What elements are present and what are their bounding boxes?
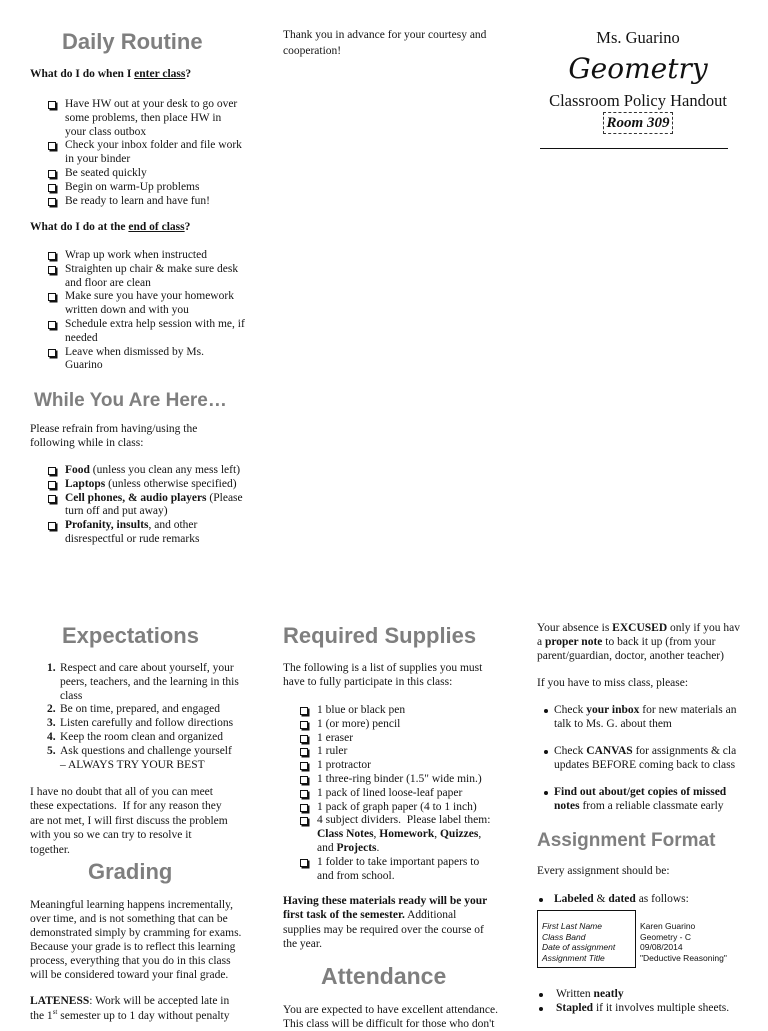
dividers-text: 4 subject dividers. Please label them:: [317, 814, 491, 827]
neatness-stapling-rules: [537, 988, 729, 1016]
checkbox-icon: [300, 790, 308, 798]
step-bold: Find out about/get copies of missed notes: [554, 785, 727, 812]
list-item-text: Respect and care about yourself, your peers, teachers, and the learning in this class: [60, 662, 239, 702]
list-item-text: 1 protractor: [317, 759, 371, 772]
list-item: [283, 856, 490, 884]
supplies-heading: Required Supplies: [283, 623, 477, 648]
step-bold: your inbox: [586, 704, 640, 716]
checkbox-icon: [48, 481, 56, 489]
template-fields: [542, 921, 615, 963]
bullet-icon: [539, 898, 543, 902]
list-item-text: 1 eraser: [317, 731, 354, 744]
handout-subtitle: Classroom Policy Handout: [549, 91, 727, 110]
supplies-intro: The following is a list of supplies you must have to fully participate in this class:: [283, 662, 483, 688]
divider-separator: ,: [434, 828, 440, 841]
bullet-icon: [539, 993, 543, 997]
thank-you-note: Thank you in advance for your courtesy and cooperation!: [283, 29, 487, 57]
expectations-closing: I have no doubt that all of you can meet these expectations. If for any reason they are not met, I will first discuss the problem with you so we can try to resolve it together.: [30, 786, 228, 856]
checkbox-icon: [48, 266, 56, 274]
rule-text: if it involves multiple sheets.: [593, 1001, 730, 1014]
rule-text: as follows:: [635, 893, 689, 905]
item-bold: Cell phones, & audio players: [65, 491, 207, 504]
checkbox-icon: [48, 101, 56, 109]
item-rest: , and other disrespectful or rude remarks: [65, 519, 200, 545]
divider-end: .: [376, 841, 380, 854]
list-item: [30, 249, 245, 263]
list-item: [30, 492, 243, 520]
list-item: [47, 745, 239, 773]
item-number: 1.: [47, 662, 56, 674]
heading-template-box: [537, 910, 636, 968]
checkbox-icon: [300, 762, 308, 770]
item-number: 3.: [47, 717, 56, 730]
list-item: [30, 464, 243, 478]
rule-bold: neatly: [593, 988, 624, 1000]
item-number: 2.: [47, 703, 56, 716]
list-item: [30, 478, 243, 492]
list-item-text: 1 blue or black pen: [317, 704, 406, 716]
list-item-text: Be ready to learn and have fun!: [65, 194, 210, 207]
question-underlined: end of class: [128, 221, 185, 233]
question-underlined: enter class: [134, 68, 186, 80]
divider-separator: , and: [317, 828, 482, 854]
absence-proper-note: proper note: [544, 635, 603, 648]
list-item: [283, 773, 490, 787]
list-item: [30, 290, 245, 318]
supplies-checklist: [283, 704, 490, 883]
end-class-checklist: [30, 249, 245, 373]
bullet-icon: [539, 1007, 543, 1011]
list-item: [30, 318, 245, 346]
list-item: [283, 759, 490, 773]
list-item: [30, 139, 242, 167]
list-item: [30, 98, 242, 139]
checkbox-icon: [48, 321, 56, 329]
checkbox-icon: [48, 522, 56, 530]
heading-example: [640, 921, 727, 963]
expectations-list: [47, 662, 239, 772]
list-item-text: 1 (or more) pencil: [317, 717, 401, 730]
example-value: Geometry - C: [640, 931, 692, 942]
item-number: 4.: [47, 730, 56, 743]
divider-label: Quizzes: [439, 828, 479, 841]
attendance-body: You are expected to have excellent attendance. This class will be difficult for those who don't: [283, 1004, 498, 1030]
divider-label: Class Notes: [317, 828, 374, 841]
expectations-heading: Expectations: [62, 623, 199, 648]
bullet-icon: [544, 709, 548, 713]
divider-separator: ,: [373, 828, 380, 841]
checkbox-icon: [48, 142, 56, 150]
list-item-text: 1 pack of graph paper (4 to 1 inch): [317, 800, 477, 813]
supplies-note-rest: Additional supplies may be required over the course of the year.: [283, 909, 484, 950]
checkbox-icon: [48, 184, 56, 192]
item-number: 5.: [47, 744, 56, 757]
rule-bold: dated: [608, 893, 636, 905]
checkbox-icon: [300, 735, 308, 743]
rule-bold: Stapled: [556, 1001, 594, 1014]
assignment-format-heading: Assignment Format: [537, 830, 716, 851]
example-value: "Deductive Reasoning": [640, 952, 727, 963]
list-item-text: Straighten up chair & make sure desk and floor are clean: [65, 262, 239, 289]
question-mark: ?: [184, 221, 191, 233]
room-wrapper: [540, 112, 736, 134]
list-item: [47, 731, 239, 745]
attendance-heading: Attendance: [321, 963, 447, 989]
absence-text: to back it up (from your parent/guardian, doctor, another teacher): [537, 635, 724, 662]
bullet-icon: [544, 791, 548, 795]
daily-routine-heading: Daily Routine: [62, 29, 203, 54]
checkbox-icon: [48, 293, 56, 301]
grading-body: Meaningful learning happens incrementally, over time, and is not something that can be demonstrated simply by cramming for exams. Because your grade is to reflect this learning process, everything that you do in this class will be considered toward your final grade.: [30, 899, 242, 981]
end-class-question: [30, 221, 190, 235]
item-bold: Laptops: [65, 477, 106, 490]
list-item-text: 1 ruler: [317, 745, 348, 758]
list-item: [537, 988, 729, 1002]
list-item: [537, 745, 737, 773]
room-number-badge: Room 309: [603, 112, 674, 134]
list-item-text: Leave when dismissed by Ms. Guarino: [65, 345, 204, 372]
step-pre: Check: [554, 704, 587, 716]
question-text: What do I do at the: [30, 221, 129, 233]
template-field: Class Band: [542, 931, 586, 942]
list-item: [30, 167, 242, 181]
list-item: [283, 704, 490, 718]
list-item: [283, 745, 490, 759]
rule-bold: Labeled: [554, 893, 594, 905]
enter-class-question: [30, 68, 191, 82]
list-item: [47, 717, 239, 731]
list-item-text: Check your inbox folder and file work in your binder: [65, 139, 242, 166]
checkbox-icon: [48, 252, 56, 260]
list-item: [283, 732, 490, 746]
list-item-text: Ask questions and challenge yourself – ALWAYS TRY YOUR BEST: [60, 744, 232, 771]
cover-divider: [540, 148, 728, 149]
rule-text: &: [593, 893, 609, 905]
checkbox-icon: [300, 859, 308, 867]
list-item-text: 1 folder to take important papers to and from school.: [317, 855, 480, 882]
template-field: First Last Name: [542, 921, 602, 931]
checkbox-icon: [300, 817, 308, 825]
list-item-text: Have HW out at your desk to go over some problems, then place HW in your class outbox: [65, 98, 238, 138]
course-title: Geometry: [568, 52, 708, 85]
list-item: [537, 893, 689, 907]
lateness-text: : Work will be accepted late in the 1: [30, 995, 230, 1022]
grading-heading: Grading: [88, 859, 173, 884]
item-rest: (unless otherwise specified): [105, 477, 237, 490]
checkbox-icon: [48, 170, 56, 178]
item-bold: Food: [65, 464, 90, 476]
absence-text: Your absence is: [537, 622, 613, 634]
ordinal-suffix: st: [52, 1008, 58, 1017]
list-item: [47, 703, 239, 717]
missed-class-intro: If you have to miss class, please:: [537, 677, 689, 689]
list-item: [30, 519, 243, 547]
example-value: 09/08/2014: [640, 942, 683, 953]
list-item: [537, 1002, 729, 1016]
item-rest: (Please turn off and put away): [65, 491, 243, 518]
checkbox-icon: [300, 707, 308, 715]
cover-panel: [540, 0, 736, 160]
step-pre: Check: [554, 744, 587, 757]
while-here-intro: Please refrain from having/using the following while in class:: [30, 423, 198, 449]
list-item-text: Be seated quickly: [65, 166, 147, 179]
list-item: [30, 195, 242, 209]
checkbox-icon: [300, 748, 308, 756]
item-rest: (unless you clean any mess left): [89, 464, 241, 476]
absence-text: only if you hav a: [537, 622, 740, 648]
list-item-text: Begin on warm-Up problems: [65, 180, 200, 193]
bullet-icon: [544, 750, 548, 754]
list-item: [47, 662, 239, 703]
list-item: [537, 786, 737, 814]
labeled-rule: [537, 893, 689, 907]
while-here-heading: While You Are Here…: [34, 390, 227, 411]
list-item: [537, 704, 737, 732]
list-item: [30, 181, 242, 195]
item-bold: Profanity, insults: [65, 519, 149, 532]
enter-class-checklist: [30, 98, 242, 208]
lateness-text-end: semester up to 1 day without penalty: [57, 1010, 230, 1022]
list-item-text: Make sure you have your homework written down and with you: [65, 290, 234, 317]
checkbox-icon: [300, 776, 308, 784]
checkbox-icon: [48, 467, 56, 475]
assignment-format-intro: Every assignment should be:: [537, 865, 670, 877]
divider-label: Homework: [379, 828, 435, 841]
question-text: What do I do when I: [30, 68, 135, 80]
step-bold: CANVAS: [586, 744, 633, 757]
list-item-text: 1 pack of lined loose-leaf paper: [317, 786, 463, 799]
list-item-text: 1 three-ring binder (1.5" wide min.): [317, 772, 482, 785]
checkbox-icon: [300, 721, 308, 729]
checkbox-icon: [48, 349, 56, 357]
missed-class-steps: [537, 704, 737, 827]
list-item-text: Listen carefully and follow directions: [60, 717, 234, 730]
step-post: from a reliable classmate early: [579, 799, 724, 812]
checkbox-icon: [300, 804, 308, 812]
supplies-note: [283, 894, 487, 951]
list-item-text: Wrap up work when instructed: [65, 249, 207, 261]
example-value: Karen Guarino: [640, 921, 696, 931]
list-item-text: Keep the room clean and organized: [60, 730, 223, 743]
step-post: for new materials an talk to Ms. G. about them: [554, 704, 737, 730]
step-post: for assignments & cla updates BEFORE coming back to class: [554, 744, 737, 771]
list-item: [30, 346, 245, 374]
list-item-dividers: [283, 814, 490, 855]
checkbox-icon: [48, 495, 56, 503]
list-item: [30, 263, 245, 291]
list-item-text: Be on time, prepared, and engaged: [60, 703, 220, 716]
list-item: [283, 787, 490, 801]
rule-text: Written: [556, 988, 594, 1000]
list-item: [283, 801, 490, 815]
teacher-name: Ms. Guarino: [596, 28, 680, 47]
question-mark: ?: [185, 68, 192, 80]
absence-excused: EXCUSED: [612, 622, 668, 634]
absence-policy: [537, 622, 740, 663]
lateness-policy: [30, 994, 230, 1024]
checkbox-icon: [48, 198, 56, 206]
prohibited-items-list: [30, 464, 243, 547]
lateness-label: LATENESS: [30, 995, 90, 1007]
template-field: Assignment Title: [542, 952, 605, 963]
list-item: [283, 718, 490, 732]
template-field: Date of assignment: [542, 942, 616, 953]
list-item-text: Schedule extra help session with me, if needed: [65, 317, 245, 344]
divider-label: Projects: [336, 841, 377, 854]
supplies-note-bold: Having these materials ready will be your first task of the semester.: [283, 895, 488, 922]
